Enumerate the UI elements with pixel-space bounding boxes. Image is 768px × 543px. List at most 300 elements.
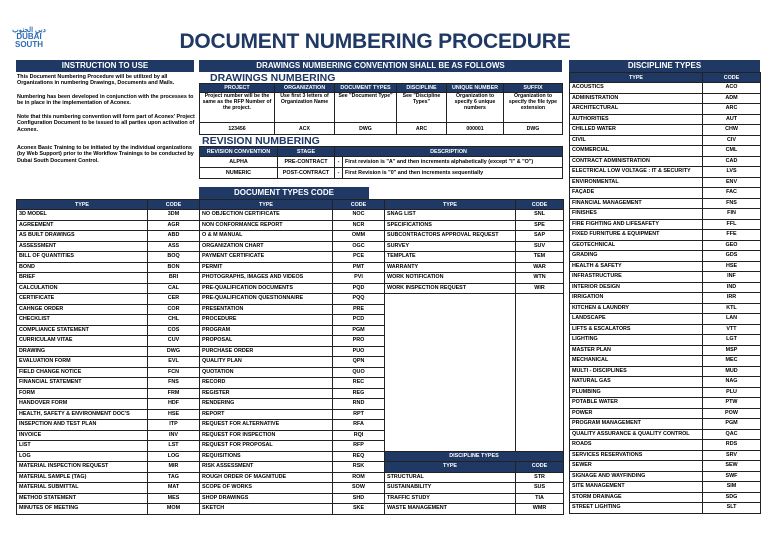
discipline-type-code: CHW [703, 125, 761, 136]
doc-type-code: PVI [333, 273, 385, 284]
logo-line1: DUBAI [16, 32, 42, 41]
doc-type-name: PROGRAM [200, 325, 333, 336]
doc-col2-type-header: TYPE [200, 200, 333, 210]
discipline-type-code: GDS [703, 251, 761, 262]
empty-cell [516, 388, 564, 399]
discipline-type-name: ADMINISTRATION [570, 93, 703, 104]
table-row [570, 324, 761, 335]
doc-type-name: WORK NOTIFICATION [385, 273, 516, 284]
doc-type-code: ABD [148, 231, 200, 242]
discipline-small-code-header: CODE [516, 462, 564, 473]
doc-type-code: CAL [148, 283, 200, 294]
discipline-type-name: TRAFFIC STUDY [385, 493, 516, 504]
table-row [17, 346, 564, 357]
table-row [570, 419, 761, 430]
discipline-type-code: WMR [516, 504, 564, 515]
discipline-type-code: LAN [703, 314, 761, 325]
discipline-type-name: ENVIRONMENTAL [570, 177, 703, 188]
doc-type-code: RND [333, 399, 385, 410]
table-row [570, 282, 761, 293]
conv-header-discipline: DISCIPLINE [397, 84, 447, 93]
table-row [17, 325, 564, 336]
table-row [17, 409, 564, 420]
rev-dash: - [335, 157, 343, 168]
empty-cell [516, 409, 564, 420]
discipline-type-code: LGT [703, 335, 761, 346]
empty-cell [516, 294, 564, 305]
discipline-type-name: AUTHORITIES [570, 114, 703, 125]
doc-type-code: TEM [516, 252, 564, 263]
table-row [17, 304, 564, 315]
table-row [570, 482, 761, 493]
empty-cell [385, 409, 516, 420]
discipline-type-code: VTT [703, 324, 761, 335]
conv-example-unique-number: 000001 [447, 123, 504, 135]
logo-arabic-text: دبي الجنوب [12, 27, 46, 34]
conv-header-project: PROJECT [200, 84, 275, 93]
doc-type-name: PERMIT [200, 262, 333, 273]
empty-cell [385, 430, 516, 441]
table-row [570, 219, 761, 230]
doc-type-code: LOG [148, 451, 200, 462]
discipline-type-code: ENV [703, 177, 761, 188]
table-row [570, 366, 761, 377]
table-row [17, 399, 564, 410]
discipline-type-name: FINANCIAL MANAGEMENT [570, 198, 703, 209]
rev-stage-pre-contract: PRE-CONTRACT [278, 157, 335, 168]
discipline-type-name: STORM DRAINAGE [570, 492, 703, 503]
discipline-type-name: FINISHES [570, 209, 703, 220]
table-row [570, 408, 761, 419]
doc-type-code: FRM [148, 388, 200, 399]
empty-cell [385, 315, 516, 326]
discipline-type-name: ELECTRICAL LOW VOLTAGE : IT & SECURITY [570, 167, 703, 178]
doc-type-name: REQUEST FOR ALTERNATIVE [200, 420, 333, 431]
doc-type-code: MIR [148, 462, 200, 473]
document-types-table [16, 199, 564, 515]
table-row [570, 104, 761, 115]
doc-type-name: QUOTATION [200, 367, 333, 378]
doc-type-name: SUBCONTRACTORS APPROVAL REQUEST [385, 231, 516, 242]
rev-description-alpha: First revision is "A" and then increments alphabetically (except "I" & "O") [343, 157, 563, 168]
doc-type-code: BOQ [148, 252, 200, 263]
doc-type-code: SKE [333, 504, 385, 515]
doc-type-name: CURRICULAM VITAE [17, 336, 148, 347]
conv-header-organization: ORGANIZATION [275, 84, 335, 93]
discipline-type-code: LVS [703, 167, 761, 178]
discipline-type-name: SERVICES RESERVATIONS [570, 450, 703, 461]
table-row [17, 357, 564, 368]
doc-type-code: DWG [148, 346, 200, 357]
doc-type-name: INVOICE [17, 430, 148, 441]
table-row [570, 188, 761, 199]
doc-type-code: PMT [333, 262, 385, 273]
discipline-type-code: GEO [703, 240, 761, 251]
conv-example-document-type: DWG [335, 123, 397, 135]
discipline-type-code: PLU [703, 387, 761, 398]
doc-type-code: HSE [148, 409, 200, 420]
doc-type-code: BRI [148, 273, 200, 284]
empty-cell [516, 441, 564, 452]
empty-cell [385, 346, 516, 357]
doc-type-name: LIST [17, 441, 148, 452]
table-row [570, 83, 761, 94]
doc-type-code: MOM [148, 504, 200, 515]
doc-type-code: SOW [333, 483, 385, 494]
doc-type-code: EVL [148, 357, 200, 368]
table-row [17, 273, 564, 284]
table-row [17, 420, 564, 431]
doc-type-name: 3D MODEL [17, 210, 148, 221]
conv-header-document-types: DOCUMENT TYPES [335, 84, 397, 93]
discipline-type-code: MEC [703, 356, 761, 367]
doc-type-name: AGREEMENT [17, 220, 148, 231]
doc-type-code: OMM [333, 231, 385, 242]
doc-type-name: HEALTH, SAFETY & ENVIRONMENT DOC'S [17, 409, 148, 420]
table-row [570, 387, 761, 398]
table-row [17, 472, 564, 483]
table-row [570, 461, 761, 472]
discipline-type-header: TYPE [570, 73, 703, 83]
doc-type-code: SUV [516, 241, 564, 252]
discipline-type-name: WASTE MANAGEMENT [385, 504, 516, 515]
table-row [570, 272, 761, 283]
discipline-type-code: SUS [516, 483, 564, 494]
doc-type-code: ROM [333, 472, 385, 483]
table-row [570, 335, 761, 346]
doc-type-name: MATERIAL INSPECTION REQUEST [17, 462, 148, 473]
doc-type-name: DRAWING [17, 346, 148, 357]
conv-desc-unique-number: Organization to specify 6 unique numbers [447, 93, 504, 123]
doc-type-code: AGR [148, 220, 200, 231]
discipline-type-name: CIVIL [570, 135, 703, 146]
table-row [17, 336, 564, 347]
conv-example-discipline: ARC [397, 123, 447, 135]
doc-type-name: INSEPCTION AND TEST PLAN [17, 420, 148, 431]
doc-col3-code-header: CODE [516, 200, 564, 210]
doc-type-code: MAT [148, 483, 200, 494]
discipline-types-heading: DISCIPLINE TYPES [569, 60, 760, 72]
discipline-type-code: POW [703, 408, 761, 419]
doc-type-code: SPE [516, 220, 564, 231]
table-row [570, 167, 761, 178]
doc-type-code: PRO [333, 336, 385, 347]
discipline-type-code: HSE [703, 261, 761, 272]
instruction-p2: Numbering has been developed in conjunction with the processes to be in place in the implementation of Aconex. [17, 94, 194, 107]
doc-type-name: PRE-QUALIFICATION QUESTIONNAIRE [200, 294, 333, 305]
doc-type-code: PCD [333, 315, 385, 326]
doc-type-code: SHD [333, 493, 385, 504]
instruction-p1: This Document Numbering Procedure will be utilized by all Organizations in numbering Drawings, Documents and Mails. [17, 74, 175, 87]
doc-type-code: WTN [516, 273, 564, 284]
table-row [17, 378, 564, 389]
rev-dash: - [335, 168, 343, 179]
discipline-type-name: STRUCTURAL [385, 472, 516, 483]
discipline-type-code: INF [703, 272, 761, 283]
table-row [17, 504, 564, 515]
doc-type-name: MATERIAL SAMPLE (TAG) [17, 472, 148, 483]
discipline-type-code: MUD [703, 366, 761, 377]
table-row [17, 252, 564, 263]
doc-col1-type-header: TYPE [17, 200, 148, 210]
table-row [17, 220, 564, 231]
doc-type-code: 3DM [148, 210, 200, 221]
doc-type-name: FORM [17, 388, 148, 399]
discipline-type-name: SIGNAGE AND WAYFINDING [570, 471, 703, 482]
table-row [570, 303, 761, 314]
doc-type-code: REG [333, 388, 385, 399]
discipline-type-code: SEW [703, 461, 761, 472]
doc-type-name: SCOPE OF WORKS [200, 483, 333, 494]
doc-type-code: PRE [333, 304, 385, 315]
doc-type-name: SNAG LIST [385, 210, 516, 221]
document-types-heading: DOCUMENT TYPES CODE [199, 187, 369, 199]
doc-type-name: BRIEF [17, 273, 148, 284]
doc-type-name: SPECIFICATIONS [385, 220, 516, 231]
revision-numbering-subtitle: REVISION NUMBERING [202, 135, 320, 147]
discipline-type-name: KITCHEN & LAUNDRY [570, 303, 703, 314]
doc-type-code: NCR [333, 220, 385, 231]
table-row [570, 503, 761, 514]
doc-col1-code-header: CODE [148, 200, 200, 210]
discipline-type-code: STR [516, 472, 564, 483]
empty-cell [516, 420, 564, 431]
discipline-type-name: ARCHITECTURAL [570, 104, 703, 115]
table-row [570, 261, 761, 272]
table-row [570, 177, 761, 188]
discipline-type-name: GEOTECHNICAL [570, 240, 703, 251]
doc-type-name: PRE-QUALIFICATION DOCUMENTS [200, 283, 333, 294]
table-row [570, 450, 761, 461]
discipline-type-name: INFRASTRUCTURE [570, 272, 703, 283]
discipline-type-code: CML [703, 146, 761, 157]
doc-type-name: CHECKLIST [17, 315, 148, 326]
rev-header-convention: REVISION CONVENTION [200, 147, 278, 157]
doc-type-name: LOG [17, 451, 148, 462]
discipline-type-name: ACOUSTICS [570, 83, 703, 94]
discipline-type-name: LANDSCAPE [570, 314, 703, 325]
table-row [570, 471, 761, 482]
empty-cell [516, 378, 564, 389]
table-row [570, 251, 761, 262]
conv-desc-suffix: Organization to specify the file type extension [504, 93, 563, 123]
empty-cell [385, 399, 516, 410]
empty-cell [516, 346, 564, 357]
discipline-type-code: PTW [703, 398, 761, 409]
empty-cell [385, 388, 516, 399]
doc-type-name: REQUEST FOR INSPECTION [200, 430, 333, 441]
discipline-type-code: NAG [703, 377, 761, 388]
doc-type-code: RSK [333, 462, 385, 473]
conv-desc-organization: Use first 3 letters of Organization Name [275, 93, 335, 123]
doc-type-name: HANDOVER FORM [17, 399, 148, 410]
dubai-south-logo [10, 27, 48, 50]
doc-type-name: WORK INSPECTION REQUEST [385, 283, 516, 294]
discipline-small-type-header: TYPE [385, 462, 516, 473]
discipline-type-name: FIRE FIGHTING AND LIFESAFETY [570, 219, 703, 230]
discipline-type-code: ACO [703, 83, 761, 94]
table-row [570, 314, 761, 325]
discipline-type-code: SLT [703, 503, 761, 514]
doc-type-name: REGISTER [200, 388, 333, 399]
empty-cell [516, 399, 564, 410]
doc-type-code: OGC [333, 241, 385, 252]
discipline-type-name: FAÇADE [570, 188, 703, 199]
table-row [17, 231, 564, 242]
discipline-type-code: ARC [703, 104, 761, 115]
doc-type-code: MES [148, 493, 200, 504]
discipline-type-name: SITE MANAGEMENT [570, 482, 703, 493]
doc-type-code: REQ [333, 451, 385, 462]
doc-type-code: FCN [148, 367, 200, 378]
doc-type-name: BILL OF QUANTITIES [17, 252, 148, 263]
doc-type-code: PQD [333, 283, 385, 294]
table-row [570, 135, 761, 146]
table-row [570, 198, 761, 209]
conv-example-project: 123456 [200, 123, 275, 135]
instruction-p3: Note that this numbering convention will form part of Aconex' Project Configuration Document to be issued to all parties upon activation of Aconex. [17, 114, 195, 133]
doc-type-name: PHOTOGRAPHS, IMAGES AND VIDEOS [200, 273, 333, 284]
discipline-type-name: PROGRAM MANAGEMENT [570, 419, 703, 430]
rev-convention-numeric: NUMERIC [200, 168, 278, 179]
doc-col3-type-header: TYPE [385, 200, 516, 210]
doc-type-name: REQUEST FOR PROPOSAL [200, 441, 333, 452]
doc-type-name: SHOP DRAWINGS [200, 493, 333, 504]
doc-type-code: REC [333, 378, 385, 389]
doc-type-name: RECORD [200, 378, 333, 389]
table-row [570, 492, 761, 503]
doc-type-name: RISK ASSESSMENT [200, 462, 333, 473]
discipline-type-code: SWF [703, 471, 761, 482]
discipline-code-header: CODE [703, 73, 761, 83]
discipline-type-name: COMMERCIAL [570, 146, 703, 157]
table-row [570, 440, 761, 451]
instruction-p4: Aconex Basic Training to be initiated by the individual organizations (by Web Support) prior to the Workflow Trainings to be conducted by Dubai South Document Control. [17, 145, 194, 164]
discipline-type-code: CIV [703, 135, 761, 146]
doc-type-code: CHL [148, 315, 200, 326]
revision-table [199, 146, 563, 179]
discipline-type-name: POTABLE WATER [570, 398, 703, 409]
empty-cell [516, 325, 564, 336]
discipline-type-name: NATURAL GAS [570, 377, 703, 388]
discipline-type-name: MULTI - DISCIPLINES [570, 366, 703, 377]
discipline-type-name: LIFTS & ESCALATORS [570, 324, 703, 335]
doc-type-code: RFP [333, 441, 385, 452]
discipline-type-name: STREET LIGHTING [570, 503, 703, 514]
empty-cell [516, 430, 564, 441]
doc-type-code: LST [148, 441, 200, 452]
doc-type-code: NOC [333, 210, 385, 221]
doc-type-code: TAG [148, 472, 200, 483]
doc-type-name: COMPLIANCE STATEMENT [17, 325, 148, 336]
discipline-type-name: PLUMBING [570, 387, 703, 398]
table-row [570, 93, 761, 104]
doc-type-code: PUO [333, 346, 385, 357]
empty-cell [385, 357, 516, 368]
discipline-type-name: IRRIGATION [570, 293, 703, 304]
doc-type-code: PCE [333, 252, 385, 263]
doc-type-name: QUALITY PLAN [200, 357, 333, 368]
doc-type-code: PQQ [333, 294, 385, 305]
doc-type-name: CALCULATION [17, 283, 148, 294]
table-row [570, 356, 761, 367]
doc-type-name: RENDERING [200, 399, 333, 410]
discipline-type-name: MECHANICAL [570, 356, 703, 367]
doc-type-name: AS BUILT DRAWINGS [17, 231, 148, 242]
discipline-type-name: MASTER PLAN [570, 345, 703, 356]
doc-type-code: INV [148, 430, 200, 441]
doc-type-name: CERTIFICATE [17, 294, 148, 305]
doc-type-code: RPT [333, 409, 385, 420]
conv-desc-document-types: See "Document Type" [335, 93, 397, 123]
discipline-type-name: CHILLED WATER [570, 125, 703, 136]
empty-cell [385, 294, 516, 305]
doc-type-name: O & M MANUAL [200, 231, 333, 242]
doc-type-name: CAHNGE ORDER [17, 304, 148, 315]
conv-header-suffix: SUFFIX [504, 84, 563, 93]
doc-type-code: FNS [148, 378, 200, 389]
discipline-type-name: LIGHTING [570, 335, 703, 346]
empty-cell [516, 357, 564, 368]
doc-type-name: SKETCH [200, 504, 333, 515]
table-row [570, 377, 761, 388]
table-row [570, 293, 761, 304]
discipline-type-code: KTL [703, 303, 761, 314]
doc-type-name: MINUTES OF MEETING [17, 504, 148, 515]
doc-type-code: QPN [333, 357, 385, 368]
empty-cell [516, 304, 564, 315]
conv-desc-discipline: See "Discipline Types" [397, 93, 447, 123]
discipline-type-name: SUSTAINABILITY [385, 483, 516, 494]
table-row [17, 451, 564, 462]
doc-type-name: REPORT [200, 409, 333, 420]
doc-type-code: WIR [516, 283, 564, 294]
doc-type-name: REQUISITIONS [200, 451, 333, 462]
doc-type-name: PROCEDURE [200, 315, 333, 326]
empty-cell [385, 420, 516, 431]
doc-type-code: HDF [148, 399, 200, 410]
doc-type-code: ASS [148, 241, 200, 252]
table-row [570, 156, 761, 167]
table-row [17, 462, 564, 473]
discipline-type-code: IRR [703, 293, 761, 304]
doc-type-name: PURCHASE ORDER [200, 346, 333, 357]
table-row [17, 388, 564, 399]
doc-type-code: COR [148, 304, 200, 315]
discipline-type-code: CAD [703, 156, 761, 167]
empty-cell [385, 441, 516, 452]
discipline-type-code: FFE [703, 230, 761, 241]
doc-type-name: ROUGH ORDER OF MAGNITUDE [200, 472, 333, 483]
conv-header-unique-number: UNIQUE NUMBER [447, 84, 504, 93]
table-row [570, 114, 761, 125]
doc-type-name: PRESENTATION [200, 304, 333, 315]
doc-type-code: BON [148, 262, 200, 273]
doc-type-name: NO OBJECTION CERTIFICATE [200, 210, 333, 221]
table-row [570, 209, 761, 220]
doc-type-code: RQI [333, 430, 385, 441]
discipline-type-code: SDG [703, 492, 761, 503]
table-row [17, 315, 564, 326]
empty-cell [385, 367, 516, 378]
drawing-convention-table [199, 83, 563, 135]
table-row [570, 240, 761, 251]
discipline-type-code: FIN [703, 209, 761, 220]
discipline-type-name: FIXED FURNITURE & EQUIPMENT [570, 230, 703, 241]
doc-type-code: COS [148, 325, 200, 336]
doc-type-code: SNL [516, 210, 564, 221]
empty-cell [385, 378, 516, 389]
